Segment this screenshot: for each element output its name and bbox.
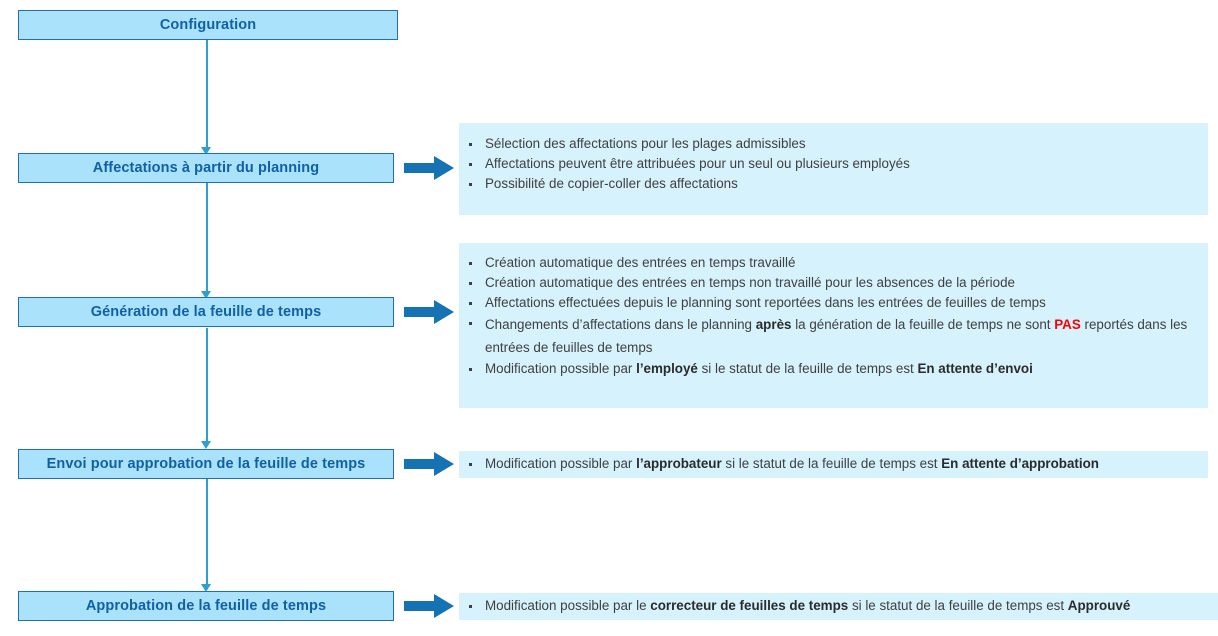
emphasis-text: l’employé	[636, 361, 698, 377]
list-item	[459, 253, 1208, 273]
emphasis-text: après	[755, 317, 792, 333]
body-text: reportés dans les entrées de feuilles de temps	[485, 317, 1188, 356]
process-box-approbation-feuille-temps[interactable]	[18, 591, 394, 621]
block-arrow-icon	[404, 297, 454, 327]
process-label-envoi-approbation: Envoi pour approbation de la feuille de temps	[46, 455, 366, 472]
process-label-generation-feuille-temps: Génération de la feuille de temps	[90, 303, 322, 320]
block-arrow-generation-feuille-temps	[404, 297, 454, 327]
block-arrow-icon	[404, 153, 454, 183]
connector-line-configuration-to-affectations	[206, 39, 208, 150]
emphasis-text: En attente d’envoi	[917, 361, 1033, 377]
connector-line-generation-to-envoi	[206, 328, 208, 443]
emphasis-text: l’approbateur	[636, 456, 722, 471]
detail-panel-approbation-feuille-temps	[459, 593, 1218, 620]
body-text: si le statut de la feuille de temps est	[721, 456, 942, 471]
block-arrow-approbation-feuille-temps	[404, 591, 454, 621]
body-text: Sélection des affectations pour les plages admissibles	[485, 136, 806, 151]
detail-list-envoi-approbation	[459, 454, 1208, 474]
detail-panel-affectations-planning	[459, 123, 1208, 215]
detail-panel-envoi-approbation	[459, 451, 1208, 478]
body-text: Affectations peuvent être attribuées pour un seul ou plusieurs employés	[485, 156, 910, 172]
body-text: Affectations effectuées depuis le planning sont reportées dans les entrées de feuilles de temps	[485, 295, 1046, 311]
body-text: si le statut de la feuille de temps est	[848, 598, 1068, 613]
connector-line-affectations-to-generation	[206, 183, 208, 294]
detail-list-generation-feuille-temps	[459, 253, 1208, 380]
list-item	[459, 134, 1208, 154]
emphasis-text: correcteur de feuilles de temps	[650, 598, 849, 613]
process-label-approbation-feuille-temps: Approbation de la feuille de temps	[85, 597, 327, 614]
process-box-envoi-approbation[interactable]	[18, 449, 394, 479]
body-text: Possibilité de copier-coller des affectations	[485, 176, 738, 192]
body-text: la génération de la feuille de temps ne sont	[791, 317, 1055, 333]
list-item	[459, 454, 1208, 474]
detail-panel-generation-feuille-temps	[459, 243, 1208, 408]
process-label-affectations-planning: Affectations à partir du planning	[92, 159, 320, 176]
body-text: si le statut de la feuille de temps est	[697, 361, 918, 377]
block-arrow-affectations-planning	[404, 153, 454, 183]
list-item	[459, 596, 1218, 616]
block-arrow-envoi-approbation	[404, 449, 454, 479]
negative-emphasis-text: PAS	[1054, 317, 1081, 333]
body-text: Changements d’affectations dans le planning	[485, 317, 756, 333]
process-box-configuration[interactable]	[18, 10, 398, 40]
block-arrow-icon	[404, 591, 454, 621]
process-box-affectations-planning[interactable]	[18, 153, 394, 183]
detail-list-affectations-planning	[459, 134, 1208, 194]
body-text: Modification possible par	[485, 361, 637, 377]
list-item	[459, 293, 1208, 313]
body-text: Création automatique des entrées en temps non travaillé pour les absences de la période	[485, 275, 1016, 291]
connector-arrowhead-envoi	[201, 441, 211, 449]
connector-line-envoi-to-approbation	[206, 478, 208, 587]
body-text: Modification possible par	[485, 456, 637, 471]
block-arrow-icon	[404, 449, 454, 479]
body-text: Modification possible par le	[485, 598, 651, 613]
list-item	[459, 174, 1208, 194]
list-item	[459, 313, 1208, 359]
emphasis-text: En attente d’approbation	[941, 456, 1099, 471]
list-item	[459, 273, 1208, 293]
process-box-generation-feuille-temps[interactable]	[18, 297, 394, 327]
list-item	[459, 359, 1208, 379]
body-text: Création automatique des entrées en temps travaillé	[485, 255, 796, 270]
detail-list-approbation-feuille-temps	[459, 596, 1218, 616]
process-label-configuration: Configuration	[159, 16, 257, 33]
list-item	[459, 154, 1208, 174]
emphasis-text: Approuvé	[1067, 598, 1131, 613]
